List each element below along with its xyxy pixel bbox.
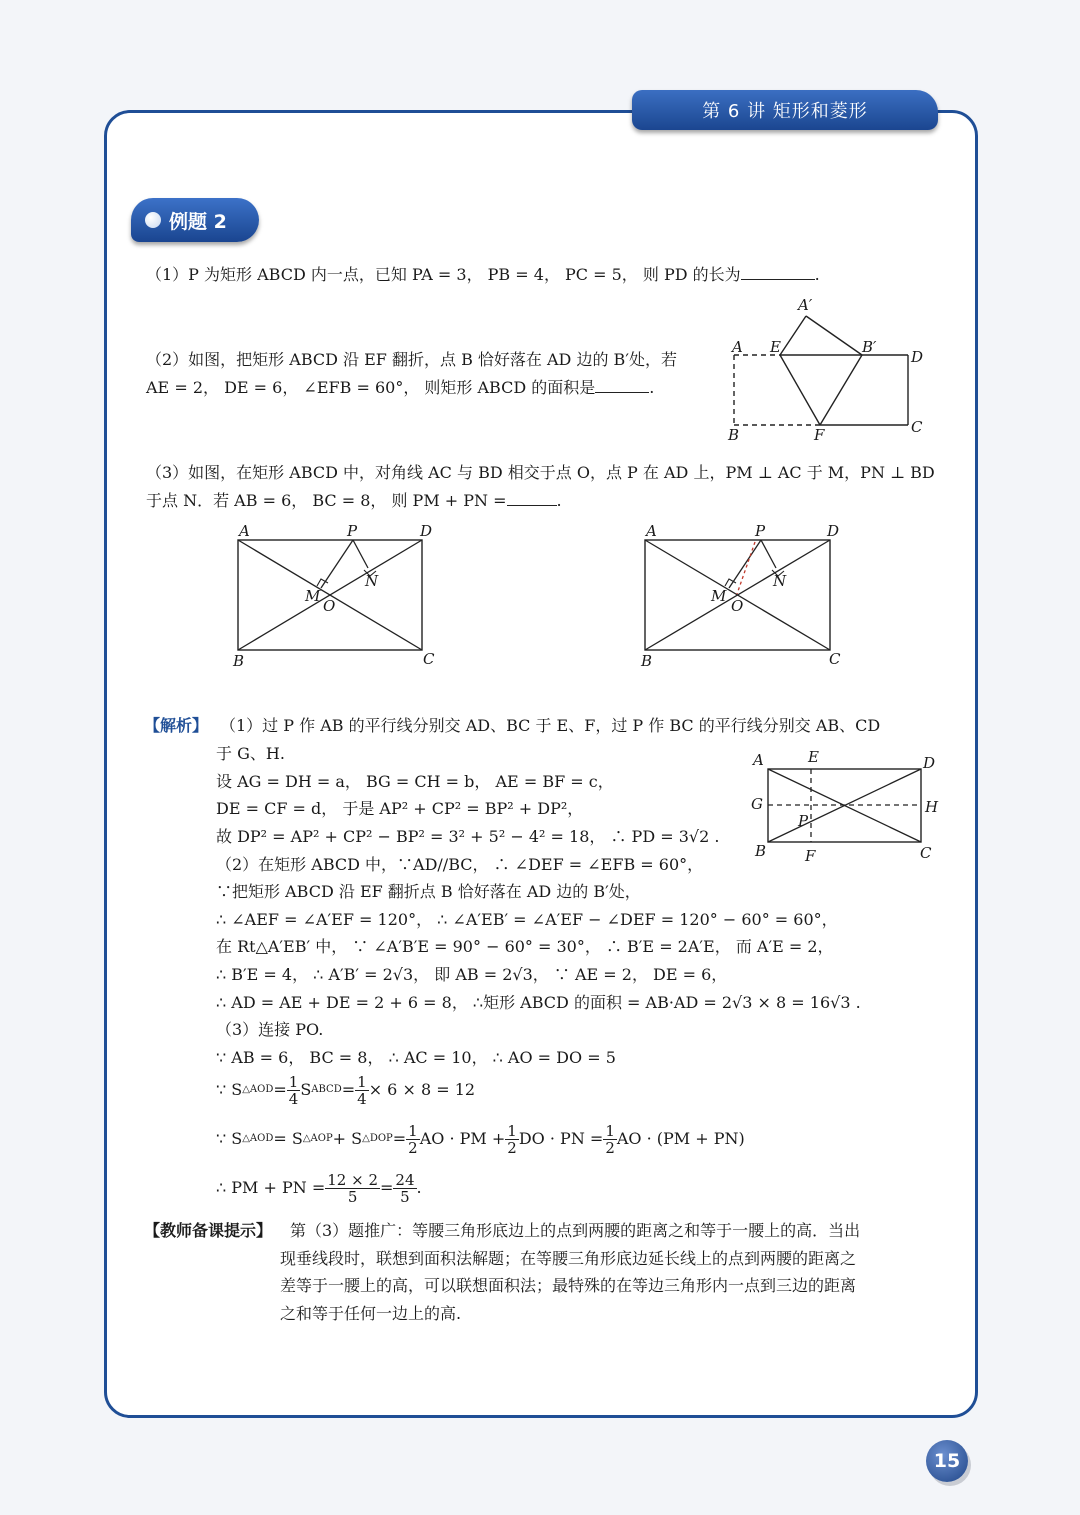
solution-line: （1）过 P 作 AB 的平行线分别交 AD、BC 于 E、F，过 P 作 BC 的平行线分别交 AB、CD: [220, 716, 881, 735]
tip-label: 【教师备课提示】: [144, 1221, 273, 1240]
answer-blank: [741, 265, 815, 280]
solution-line: ∴ B′E = 4， ∴ A′B′ = 2√3， 即 AB = 2√3， ∵ AE = 2， DE = 6，: [216, 965, 728, 984]
label-H: H: [925, 798, 939, 816]
answer-blank: [595, 378, 649, 393]
denominator: 2: [507, 1138, 517, 1157]
formula-part: ∴ PM + PN =: [216, 1178, 326, 1197]
label-C: C: [911, 418, 923, 436]
label-D: D: [923, 754, 936, 772]
solution-line: 于 G、H.: [216, 744, 285, 763]
answer-blank: [507, 491, 557, 506]
example-title: 例题 2: [169, 210, 227, 233]
bullet-icon: [145, 212, 161, 228]
solution-line: 设 AG = DH = a， BG = CH = b， AE = BF = c，: [216, 772, 614, 791]
tip-line: 差等于一腰上的高，可以联想面积法；最特殊的在等边三角形内一点到三边的距离: [280, 1276, 857, 1295]
label-B: B: [641, 652, 653, 670]
rect-figure-right: [633, 518, 853, 670]
solution-line: DE = CF = d， 于是 AP² + CP² = BP² + DP²，: [216, 799, 584, 818]
formula-sub: △AOP: [302, 1133, 333, 1144]
label-C: C: [423, 650, 435, 668]
label-E: E: [770, 338, 781, 356]
formula-sub: △AOD: [242, 1084, 274, 1095]
label-A: A: [732, 338, 743, 356]
label-O: O: [323, 597, 336, 615]
problem-2-line1: （2）如图，把矩形 ABCD 沿 EF 翻折，点 B 恰好落在 AD 边的 B′处，若: [146, 350, 677, 369]
label-A: A: [646, 522, 657, 540]
solution-line: 在 Rt△A′EB′ 中， ∵ ∠A′B′E = 90° − 60° = 30°， ∴ B′E = 2A′E， 而 A′E = 2，: [216, 937, 834, 956]
label-D: D: [420, 522, 433, 540]
solution-line: ∴ ∠AEF = ∠A′EF = 120°， ∴ ∠A′EB′ = ∠A′EF − ∠DEF = 120° − 60° = 60°，: [216, 910, 838, 929]
formula-part: × 6 × 8 = 12: [368, 1080, 476, 1099]
label-A: A: [753, 751, 764, 769]
numerator: 1: [288, 1072, 299, 1091]
problem-3-line2: 于点 N．若 AB = 6， BC = 8， 则 PM + PN = .: [146, 491, 562, 510]
rect-figure-left: [225, 518, 445, 670]
area-formula-1: [216, 1073, 475, 1107]
formula-sub: △AOD: [242, 1133, 274, 1144]
formula-part: DO · PN =: [518, 1129, 604, 1148]
fraction: [325, 1172, 380, 1205]
fold-figure: [722, 292, 932, 448]
problem-1: （1）P 为矩形 ABCD 内一点，已知 PA = 3， PB = 4， PC = 5， 则 PD 的长为 .: [146, 265, 820, 284]
denominator: 5: [347, 1187, 358, 1206]
label-C: C: [920, 844, 932, 862]
formula-part: =: [341, 1080, 356, 1099]
label-B: B: [728, 426, 740, 444]
formula-part: + S: [332, 1129, 363, 1148]
denominator: 2: [605, 1138, 615, 1157]
numerator: 24: [395, 1170, 415, 1189]
numerator: 1: [507, 1121, 517, 1140]
label-F: F: [814, 426, 825, 444]
fraction: [505, 1123, 519, 1156]
numerator: 1: [408, 1121, 418, 1140]
denominator: 4: [357, 1089, 367, 1108]
tip-line: 第（3）题推广：等腰三角形底边上的点到两腰的距离之和等于一腰上的高．当出: [290, 1221, 861, 1240]
grid-figure: [748, 748, 948, 866]
formula-part: =: [273, 1080, 287, 1099]
formula-part: ∵ S: [216, 1129, 243, 1148]
numerator: 1: [605, 1121, 615, 1140]
problem-1-text: （1）P 为矩形 ABCD 内一点，已知 PA = 3， PB = 4， PC = 5， 则 PD 的长为: [146, 265, 741, 284]
label-B1: B′: [862, 338, 877, 356]
problem-2-text: AE = 2， DE = 6， ∠EFB = 60°， 则矩形 ABCD 的面积是: [146, 378, 596, 397]
solution-line: ∵ AB = 6， BC = 8， ∴ AC = 10， ∴ AO = DO = 5: [216, 1048, 616, 1067]
label-O: O: [731, 597, 744, 615]
problem-3-text: 于点 N．若 AB = 6， BC = 8， 则 PM + PN =: [146, 491, 507, 510]
solution-label: 【解析】: [144, 716, 209, 735]
area-formula-2: [216, 1122, 745, 1156]
tip-line: 现垂线段时，联想到面积法解题；在等腰三角形底边延长线上的点到两腰的距离之: [280, 1249, 857, 1268]
label-M: M: [711, 587, 727, 605]
tip-line: 之和等于任何一边上的高.: [280, 1304, 462, 1323]
page-number: 15: [926, 1440, 968, 1482]
formula-part: AO · PM +: [419, 1129, 506, 1148]
solution-line: （2）在矩形 ABCD 中，∵AD//BC， ∴ ∠DEF = ∠EFB = 60°，: [216, 855, 704, 874]
label-E: E: [808, 748, 819, 766]
label-D: D: [827, 522, 840, 540]
problem-2-line2: AE = 2， DE = 6， ∠EFB = 60°， 则矩形 ABCD 的面积是 .: [146, 378, 655, 397]
label-B: B: [233, 652, 245, 670]
formula-part: ∵ S: [216, 1080, 243, 1099]
formula-part: AO · (PM + PN): [616, 1129, 745, 1148]
label-N: N: [773, 572, 787, 590]
problem-3-line1: （3）如图，在矩形 ABCD 中，对角线 AC 与 BD 相交于点 O，点 P 在 AD 上，PM ⊥ AC 于 M，PN ⊥ BD: [146, 463, 935, 482]
solution-line: 故 DP² = AP² + CP² − BP² = 3² + 5² − 4² = 18， ∴ PD = 3√2 .: [216, 827, 720, 846]
fraction: [355, 1074, 369, 1107]
formula-part: = S: [273, 1129, 303, 1148]
label-D: D: [911, 348, 924, 366]
formula-part: =: [380, 1178, 394, 1197]
numerator: 1: [357, 1072, 367, 1091]
label-G: G: [751, 795, 763, 813]
denominator: 2: [408, 1138, 418, 1157]
fraction: [287, 1074, 301, 1107]
label-F: F: [805, 847, 816, 865]
label-A: A: [239, 522, 250, 540]
label-M: M: [305, 587, 321, 605]
solution-line: （3）连接 PO.: [216, 1020, 324, 1039]
formula-part: .: [416, 1178, 422, 1197]
result-formula: [216, 1171, 422, 1205]
label-C: C: [829, 650, 841, 668]
label-B: B: [755, 842, 767, 860]
formula-part: S: [300, 1080, 312, 1099]
formula-sub: ABCD: [311, 1084, 342, 1095]
denominator: 4: [288, 1089, 299, 1108]
label-P: P: [347, 522, 358, 540]
formula-part: =: [392, 1129, 407, 1148]
solution-line: ∵把矩形 ABCD 沿 EF 翻折点 B 恰好落在 AD 边的 B′处，: [216, 882, 641, 901]
fraction: [603, 1123, 617, 1156]
solution-line: ∴ AD = AE + DE = 2 + 6 = 8， ∴矩形 ABCD 的面积 = AB·AD = 2√3 × 8 = 16√3 .: [216, 993, 861, 1012]
label-P: P: [798, 812, 809, 830]
denominator: 5: [400, 1187, 410, 1206]
label-P: P: [755, 522, 766, 540]
label-N: N: [365, 572, 379, 590]
formula-sub: △DOP: [362, 1133, 393, 1144]
example-label: [131, 198, 259, 242]
chapter-header: 第 6 讲 矩形和菱形: [632, 90, 938, 130]
fraction: [406, 1123, 420, 1156]
label-A1: A′: [798, 296, 813, 314]
numerator: 12 × 2: [327, 1170, 378, 1189]
fraction: [393, 1172, 416, 1205]
